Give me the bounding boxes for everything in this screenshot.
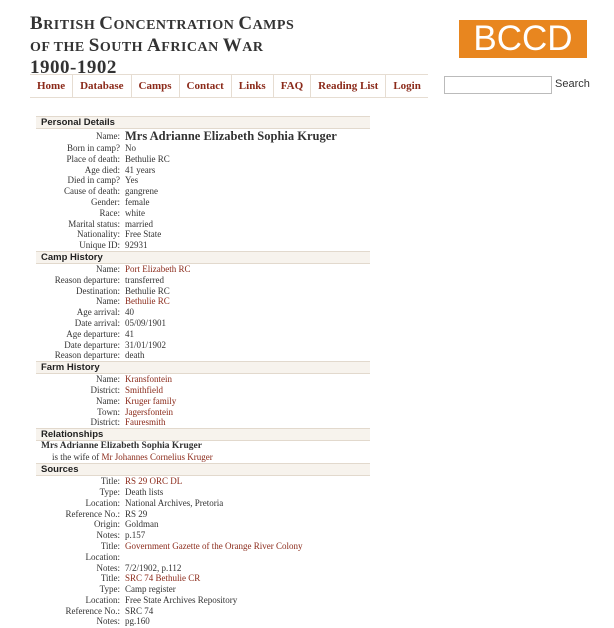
field-value-link[interactable]: Bethulie RC <box>125 296 170 307</box>
site-title-line3: 1900-1902 <box>30 57 117 78</box>
camp-row <box>36 318 370 329</box>
section-camp-history: Camp History <box>36 251 370 264</box>
field-value: Death lists <box>125 486 164 497</box>
field-value: married <box>125 218 153 229</box>
camp-row <box>36 340 370 351</box>
field-value-link[interactable]: Fauresmith <box>125 417 166 428</box>
field-value: Mrs Adrianne Elizabeth Sophia Kruger <box>125 129 337 143</box>
field-label: Location: <box>85 497 120 508</box>
field-label: Name: <box>96 296 120 307</box>
personal-row <box>36 229 370 240</box>
nav-home[interactable]: Home <box>30 75 73 97</box>
farm-row <box>36 385 370 396</box>
sources-row <box>36 487 370 498</box>
personal-row <box>36 129 370 143</box>
field-label: Unique ID: <box>79 240 120 251</box>
personal-row <box>36 165 370 176</box>
field-label: Destination: <box>76 285 120 296</box>
nav-database[interactable]: Database <box>73 75 131 97</box>
field-label: Marital status: <box>68 218 120 229</box>
nav-links[interactable]: Links <box>232 75 274 97</box>
field-label: District: <box>90 384 120 395</box>
nav-camps[interactable]: Camps <box>132 75 180 97</box>
sources-row <box>36 595 370 606</box>
bccd-logo[interactable]: BCCD <box>459 20 587 58</box>
site-title[interactable] <box>30 14 430 78</box>
field-label: Title: <box>100 476 120 487</box>
field-label: Reason departure: <box>54 274 120 285</box>
nav-faq[interactable]: FAQ <box>274 75 311 97</box>
record-details <box>36 116 370 627</box>
field-label: Reference No.: <box>65 508 120 519</box>
personal-row <box>36 240 370 251</box>
field-label: Location: <box>85 551 120 562</box>
search-input[interactable] <box>444 76 552 94</box>
field-value: 7/2/1902, p.112 <box>125 562 182 573</box>
field-value-link[interactable]: Port Elizabeth RC <box>125 263 191 274</box>
camp-row <box>36 275 370 286</box>
field-label: Name: <box>96 395 120 406</box>
field-label: Age departure: <box>66 328 120 339</box>
field-label: District: <box>90 417 120 428</box>
personal-row <box>36 175 370 186</box>
sources-row <box>36 584 370 595</box>
field-value-link[interactable]: Kruger family <box>125 395 177 406</box>
site-title-line2: OF THE SOUTH AFRICAN WAR <box>30 35 264 56</box>
sources-row <box>36 476 370 487</box>
camp-row <box>36 264 370 275</box>
field-label: Nationality: <box>77 229 120 240</box>
field-value: transferred <box>125 274 164 285</box>
relationship-related-link[interactable]: Mr Johannes Cornelius Kruger <box>101 452 213 463</box>
farm-row <box>36 396 370 407</box>
personal-row <box>36 154 370 165</box>
field-value: death <box>125 350 145 361</box>
field-label: Name: <box>96 131 120 141</box>
field-label: Name: <box>96 374 120 385</box>
field-value: Free State <box>125 229 162 240</box>
field-label: Notes: <box>96 562 120 573</box>
camp-row <box>36 286 370 297</box>
relationship-type: is the wife of <box>52 452 100 463</box>
section-personal-details: Personal Details <box>36 116 370 129</box>
field-value: Camp register <box>125 584 176 595</box>
nav-reading-list[interactable]: Reading List <box>311 75 386 97</box>
field-label: Name: <box>96 263 120 274</box>
field-label: Place of death: <box>66 153 120 164</box>
field-value: 31/01/1902 <box>125 339 167 350</box>
field-value: pg.160 <box>125 616 150 627</box>
sources-row <box>36 616 370 627</box>
field-value-link[interactable]: SRC 74 Bethulie CR <box>125 573 201 584</box>
field-value-link[interactable]: Jagersfontein <box>125 406 173 417</box>
field-value-link[interactable]: Kransfontein <box>125 374 172 385</box>
field-label: Born in camp? <box>67 143 120 153</box>
search-label[interactable]: Search <box>555 78 590 90</box>
sources-row <box>36 530 370 541</box>
sources-row <box>36 509 370 520</box>
camp-row <box>36 350 370 361</box>
field-value: No <box>125 143 136 153</box>
personal-row <box>36 186 370 197</box>
section-relationships: Relationships <box>36 428 370 441</box>
field-value: p.157 <box>125 530 146 541</box>
personal-row <box>36 208 370 219</box>
field-label: Reason departure: <box>54 350 120 361</box>
field-label: Notes: <box>96 616 120 627</box>
nav-login[interactable]: Login <box>393 80 421 92</box>
field-value: Goldman <box>125 519 159 530</box>
sources-row <box>36 552 370 563</box>
farm-row <box>36 374 370 385</box>
field-label: Notes: <box>96 530 120 541</box>
field-value: Bethulie RC <box>125 285 170 296</box>
field-value: 92931 <box>125 240 148 251</box>
field-label: Age died: <box>84 164 120 175</box>
sources-row <box>36 563 370 574</box>
field-label: Town: <box>97 406 120 417</box>
sources-row <box>36 606 370 617</box>
field-value: National Archives, Pretoria <box>125 497 224 508</box>
field-label: Reference No.: <box>65 605 120 616</box>
section-farm-history: Farm History <box>36 361 370 374</box>
field-label: Date departure: <box>64 339 120 350</box>
camp-row <box>36 307 370 318</box>
personal-row <box>36 143 370 154</box>
camp-row <box>36 296 370 307</box>
sources-row <box>36 541 370 552</box>
field-label: Gender: <box>91 196 120 207</box>
field-label: Race: <box>99 207 120 218</box>
personal-row <box>36 197 370 208</box>
sources-row <box>36 519 370 530</box>
field-label: Type: <box>99 486 120 497</box>
nav-contact[interactable]: Contact <box>180 75 232 97</box>
field-label: Cause of death: <box>64 186 120 197</box>
personal-row <box>36 219 370 230</box>
field-value: RS 29 <box>125 508 148 519</box>
field-value-link[interactable]: Smithfield <box>125 384 163 395</box>
field-value: 41 <box>125 328 134 339</box>
farm-row <box>36 407 370 418</box>
field-value: Bethulie RC <box>125 153 170 164</box>
field-label: Age arrival: <box>76 307 120 318</box>
sources-row <box>36 498 370 509</box>
sources-row <box>36 573 370 584</box>
field-label: Died in camp? <box>67 175 120 186</box>
site-title-line1: BRITISH CONCENTRATION CAMPS <box>30 13 295 34</box>
field-value: SRC 74 <box>125 605 154 616</box>
section-sources: Sources <box>36 463 370 476</box>
field-label: Origin: <box>94 519 120 530</box>
field-value: 05/09/1901 <box>125 317 167 328</box>
field-value: 40 <box>125 307 134 318</box>
field-label: Title: <box>100 540 120 551</box>
field-value: white <box>125 207 145 218</box>
field-value: 41 years <box>125 164 156 175</box>
field-value-link[interactable]: RS 29 ORC DL <box>125 476 183 487</box>
camp-row <box>36 329 370 340</box>
relationship-line <box>36 452 370 463</box>
field-label: Type: <box>99 584 120 595</box>
field-label: Title: <box>100 573 120 584</box>
field-value: female <box>125 196 150 207</box>
field-label: Location: <box>85 594 120 605</box>
field-value: gangrene <box>125 186 158 197</box>
main-nav <box>30 74 428 98</box>
field-label: Date arrival: <box>74 317 120 328</box>
farm-row <box>36 417 370 428</box>
field-value: Free State Archives Repository <box>125 594 238 605</box>
relationship-person: Mrs Adrianne Elizabeth Sophia Kruger <box>41 441 202 452</box>
field-value: Yes <box>125 175 139 186</box>
field-value-link[interactable]: Government Gazette of the Orange River Colony <box>125 540 303 551</box>
